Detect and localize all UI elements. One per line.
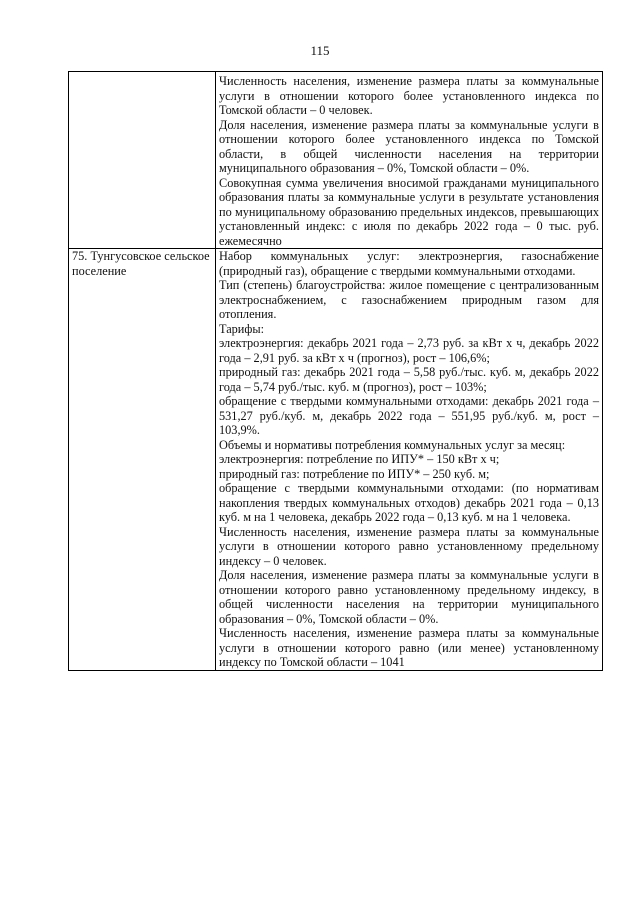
page-number: 115 <box>310 43 330 58</box>
details-cell <box>216 72 603 249</box>
paragraph: Объемы и нормативы потребления коммунальных услуг за месяц: <box>219 437 566 452</box>
tariff-table <box>68 71 603 671</box>
paragraph: Совокупная сумма увеличения вносимой гражданами муниципального образования платы за коммунальные услуги в результате установления по муниципальному образованию предельных индексов, превышающих установленный индекс: с июля по декабрь 2022 года – 0 тыс. руб. ежемесячно <box>219 175 599 248</box>
paragraph: Тип (степень) благоустройства: жилое помещение с централизованным электроснабжением, с газоснабжением природным газом для отопления. <box>219 278 599 321</box>
settlement-cell: 75. Тунгусовское сельское поселение <box>69 249 216 671</box>
table-row <box>69 72 603 249</box>
paragraph: Тарифы: <box>219 321 265 336</box>
paragraph: электроэнергия: декабрь 2021 года – 2,73 руб. за кВт х ч, декабрь 2022 года – 2,91 руб. за кВт х ч (прогноз), рост – 106,6%; <box>219 336 599 365</box>
paragraph: Доля населения, изменение размера платы за коммунальные услуги в отношении которого более установленного индекса по Томской области, в общей численности населения на территории муниципального образования – 0%, Томской области – 0%. <box>219 117 599 175</box>
paragraph: Набор коммунальных услуг: электроэнергия, газоснабжение (природный газ), обращение с твердыми коммунальными отходами. <box>219 249 599 278</box>
settlement-cell <box>69 72 216 249</box>
paragraph: природный газ: декабрь 2021 года – 5,58 руб./тыс. куб. м, декабрь 2022 года – 5,74 руб./тыс. куб. м (прогноз), рост – 103%; <box>219 365 599 394</box>
paragraph: Численность населения, изменение размера платы за коммунальные услуги в отношении которого более установленного индекса по Томской области – 0 человек. <box>219 74 599 117</box>
paragraph: Доля населения, изменение размера платы за коммунальные услуги в отношении которого равно установленному предельному индексу, в общей численности населения на территории муниципального образования – 0%, Томской области – 0%. <box>219 568 599 626</box>
paragraph: обращение с твердыми коммунальными отходами: (по нормативам накопления твердых коммунальных отходов) декабрь 2021 года – 0,13 куб. м на 1 человека, декабрь 2022 года – 0,13 куб. м на 1 человека. <box>219 481 599 524</box>
paragraph: обращение с твердыми коммунальными отходами: декабрь 2021 года – 531,27 руб./куб. м, декабрь 2022 года – 551,95 руб./куб. м, рост – 103,9%. <box>219 394 599 437</box>
details-cell <box>216 249 603 671</box>
paragraph: природный газ: потребление по ИПУ* – 250 куб. м; <box>219 466 490 481</box>
paragraph: Численность населения, изменение размера платы за коммунальные услуги в отношении которого равно установленному предельному индексу – 0 человек. <box>219 524 599 568</box>
paragraph: Численность населения, изменение размера платы за коммунальные услуги в отношении которого равно (или менее) установленному индексу по Томской области – 1041 <box>219 626 599 669</box>
paragraph: электроэнергия: потребление по ИПУ* – 150 кВт х ч; <box>219 452 500 466</box>
table-row <box>69 249 603 671</box>
